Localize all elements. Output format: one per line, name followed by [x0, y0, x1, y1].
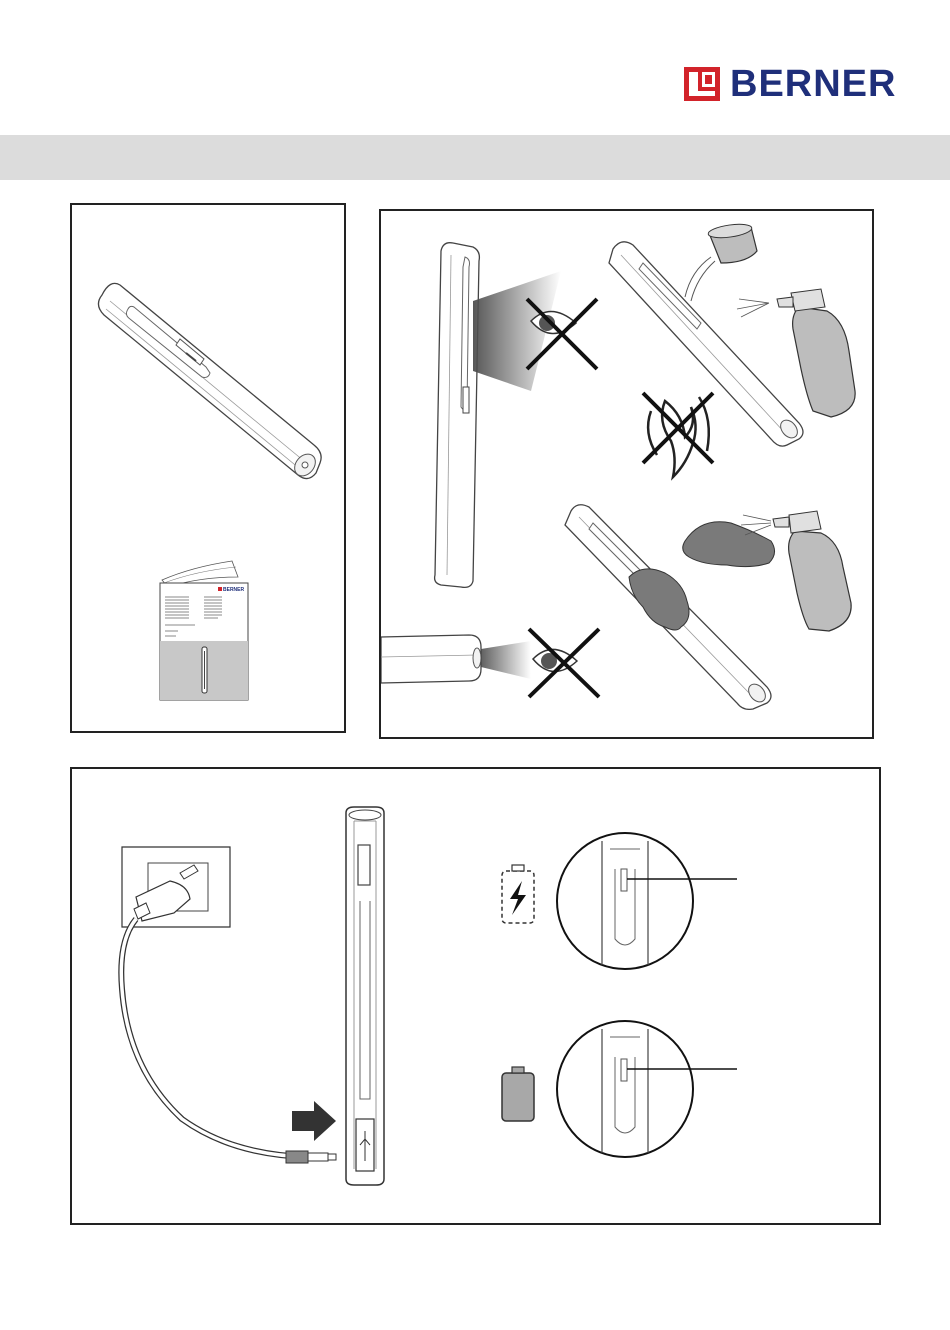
water-pour-icon: [685, 222, 757, 301]
charging-illustration: [72, 769, 879, 1223]
horizontal-light-illustration: [381, 635, 531, 683]
brand-name: BERNER: [730, 63, 897, 105]
battery-full-icon: [502, 1067, 534, 1121]
booklet-brand: BERNER: [223, 587, 245, 593]
charging-indicator-detail: [557, 833, 737, 969]
package-contents-panel: [70, 203, 346, 733]
crossed-eye-icon-2: [529, 629, 599, 697]
charging-light-illustration: [346, 807, 384, 1185]
safety-illustration: [381, 211, 872, 737]
charging-panel: [70, 767, 881, 1225]
cloth-cleaning-icon: [629, 522, 775, 630]
berner-logo-mark: [684, 67, 720, 101]
arrow-right-icon: [292, 1101, 336, 1141]
berner-logo: [684, 63, 897, 105]
wall-socket-illustration: [122, 847, 230, 927]
contents-illustration: [72, 205, 344, 731]
manual-booklet-illustration: [160, 561, 248, 700]
full-indicator-detail: [557, 1021, 737, 1157]
battery-charging-icon: [502, 865, 534, 923]
vertical-light-illustration: [435, 243, 561, 588]
header-band: [0, 135, 950, 180]
spray-bottle-cleaning-icon: [741, 511, 851, 631]
crossed-fire-icon: [643, 393, 713, 477]
pen-light-illustration: [98, 283, 321, 480]
safety-care-panel: [379, 209, 874, 739]
